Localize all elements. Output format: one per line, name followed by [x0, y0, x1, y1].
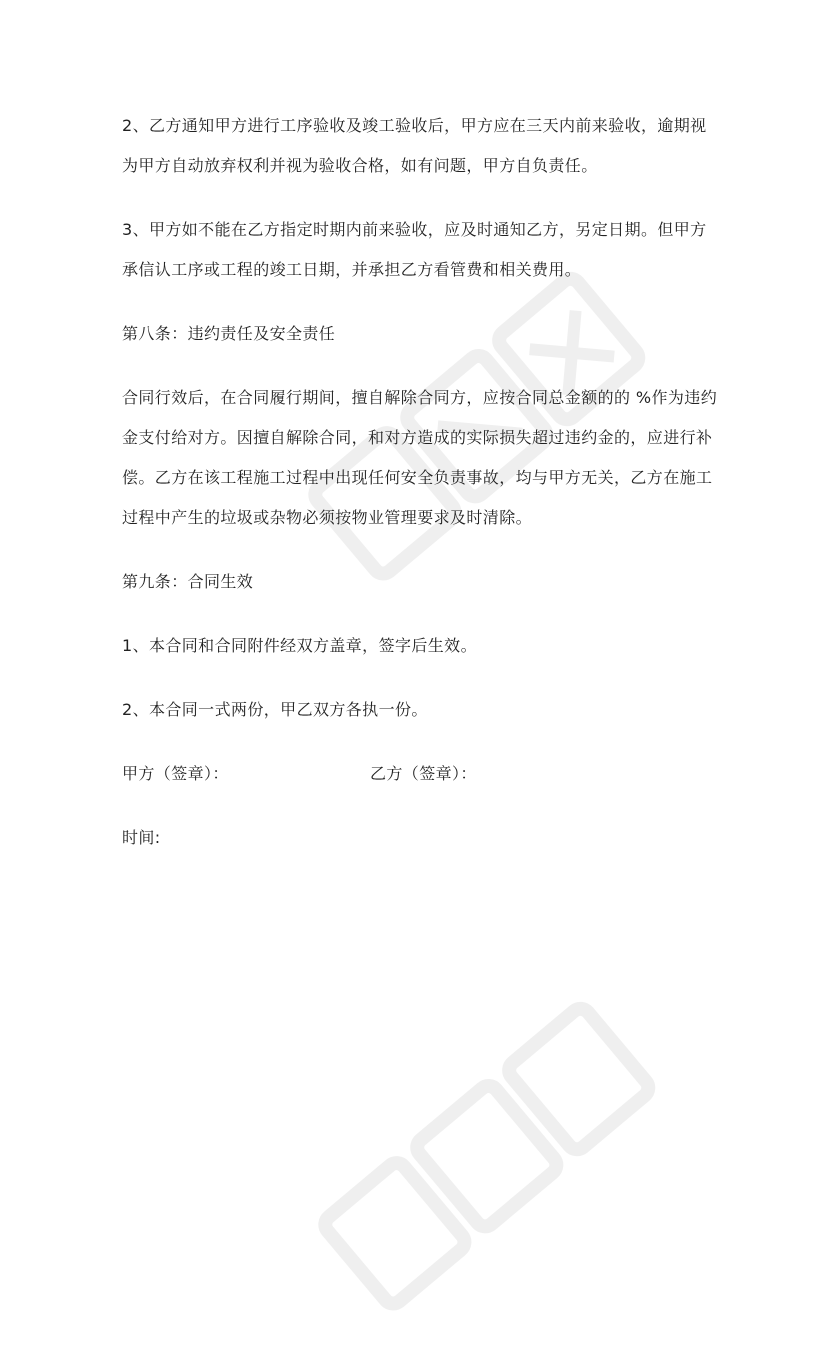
article-9-clause-2: 2、本合同一式两份，甲乙双方各执一份。: [122, 700, 428, 719]
time-label: 时间:: [122, 828, 161, 847]
article-9-heading: 第九条：合同生效: [122, 572, 254, 591]
clause-acceptance-notice: 2、乙方通知甲方进行工序验收及竣工验收后，甲方应在三天内前来验收，逾期视为甲方自动放弃权利并视为验收合格，如有问题，甲方自负责任。: [122, 116, 707, 175]
watermark-logo-bottom: [280, 961, 700, 1358]
article-8-body: 合同行效后，在合同履行期间，擅自解除合同方，应按合同总金额的的 %作为违约金支付给对方。因擅自解除合同，和对方造成的实际损失超过违约金的，应进行补偿。乙方在该工程施工过程中出现任何安全负责事故，均与甲方无关，乙方在施工过程中产生的垃圾或杂物必须按物业管理要求及时清除。: [122, 388, 718, 527]
signature-row: [122, 754, 722, 794]
party-a-signature-label: 甲方（签章）：: [122, 764, 229, 783]
clause-acceptance-reschedule: 3、甲方如不能在乙方指定时期内前来验收，应及时通知乙方，另定日期。但甲方承信认工序或工程的竣工日期，并承担乙方看管费和相关费用。: [122, 220, 707, 279]
document-body: [122, 106, 722, 882]
party-b-signature-label: 乙方（签章）：: [370, 764, 477, 783]
article-8-heading: 第八条：违约责任及安全责任: [122, 324, 336, 343]
article-9-clause-1: 1、本合同和合同附件经双方盖章，签字后生效。: [122, 636, 477, 655]
